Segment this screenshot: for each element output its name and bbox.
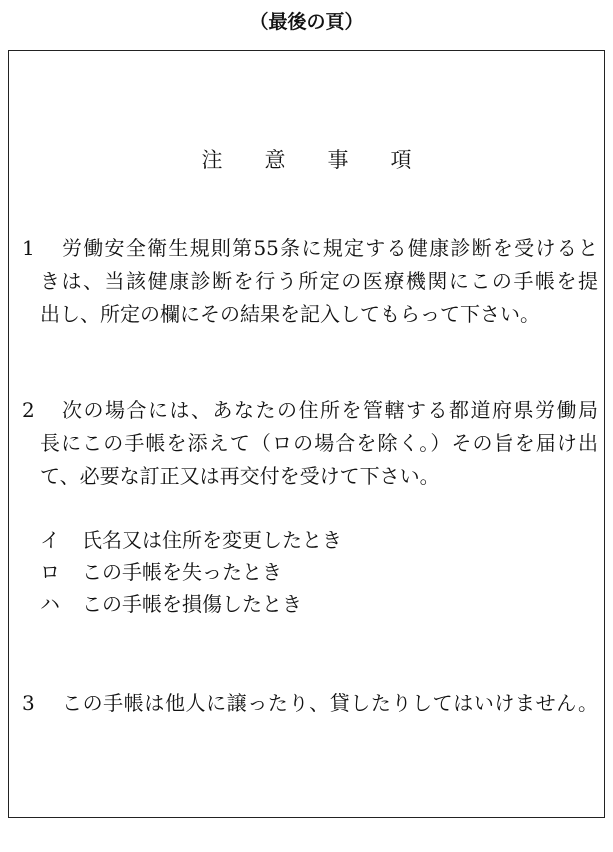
item-line: て、必要な訂正又は再交付を受けて下さい。 <box>40 464 440 488</box>
item-number: 3 <box>22 691 35 715</box>
item-line: 次の場合には、あなたの住所を管轄する都道府県労働局 <box>62 398 598 422</box>
sub-item-mark: ロ <box>40 560 60 584</box>
item-line: 労働安全衛生規則第55条に規定する健康診断を受けると <box>62 236 598 260</box>
item-line: きは、当該健康診断を行う所定の医療機関にこの手帳を提 <box>40 269 598 293</box>
notice-item-2 <box>22 394 598 493</box>
sub-item <box>40 588 540 620</box>
sub-item <box>40 556 540 588</box>
sub-item-text: この手帳を失ったとき <box>82 560 282 584</box>
sub-item-mark: ハ <box>40 592 60 616</box>
item-line: この手帳は他人に譲ったり、貸したりしてはいけません。 <box>62 691 598 715</box>
item-line: 長にこの手帳を添えて（ロの場合を除く。）その旨を届け出 <box>40 431 598 455</box>
notice-item-1 <box>22 232 598 331</box>
page-label: （最後の頁） <box>249 11 364 33</box>
item-number: 2 <box>22 398 35 422</box>
sub-item-list <box>40 524 540 620</box>
sub-item-text: この手帳を損傷したとき <box>82 592 302 616</box>
sub-item <box>40 524 540 556</box>
sub-item-mark: イ <box>40 528 60 552</box>
sub-item-text: 氏名又は住所を変更したとき <box>82 528 342 552</box>
notice-title: 注意事項 <box>201 148 454 172</box>
item-number: 1 <box>22 236 35 260</box>
notice-item-3 <box>22 687 598 720</box>
item-line: 出し、所定の欄にその結果を記入してもらって下さい。 <box>40 302 540 326</box>
